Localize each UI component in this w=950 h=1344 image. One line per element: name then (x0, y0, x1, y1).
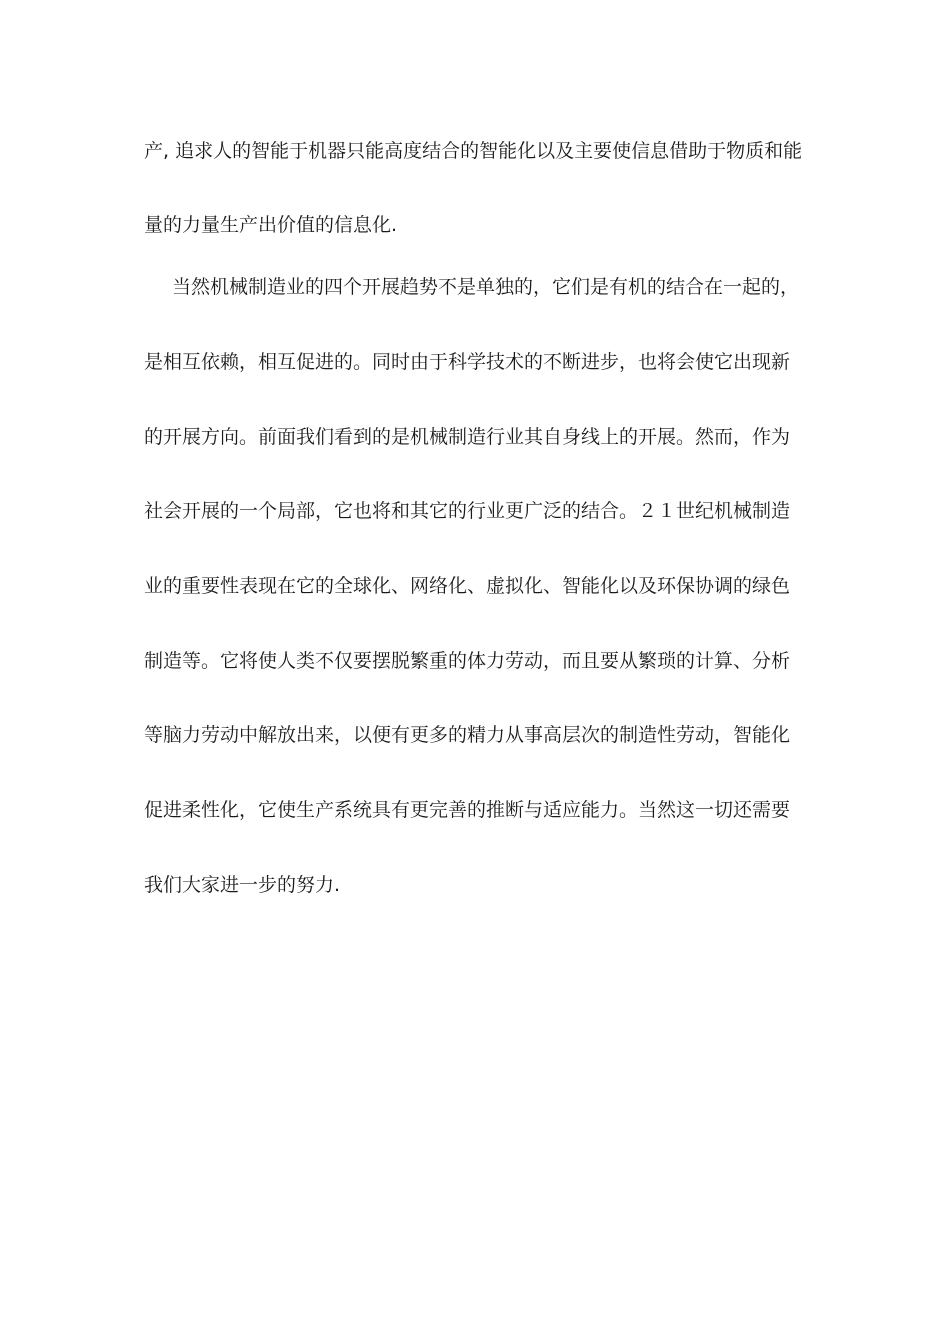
text-line: 业的重要性表现在它的全球化、网络化、虚拟化、智能化以及环保协调的绿色 (144, 575, 791, 597)
text-line: 促进柔性化，它使生产系统具有更完善的推断与适应能力。当然这一切还需要 (144, 799, 791, 821)
text-line: 的开展方向。前面我们看到的是机械制造行业其自身线上的开展。然而，作为 (144, 426, 791, 448)
text-line: 是相互依赖，相互促进的。同时由于科学技术的不断进步，也将会使它出现新 (144, 351, 791, 373)
text-line: 制造等。它将使人类不仅要摆脱繁重的体力劳动，而且要从繁琐的计算、分析 (144, 650, 791, 672)
paragraph-first-line: 当然机械制造业的四个开展趋势不是单独的，它们是有机的结合在一起的， (172, 276, 800, 298)
text-line: 产, 追求人的智能于机器只能高度结合的智能化以及主要使信息借助于物质和能 (144, 140, 803, 162)
text-line: 我们大家进一步的努力. (144, 874, 341, 896)
text-line: 社会开展的一个局部，它也将和其它的行业更广泛的结合。２１世纪机械制造 (144, 500, 791, 522)
text-line: 等脑力劳动中解放出来，以便有更多的精力从事高层次的制造性劳动，智能化 (144, 724, 791, 746)
text-line: 量的力量生产出价值的信息化. (144, 214, 398, 236)
